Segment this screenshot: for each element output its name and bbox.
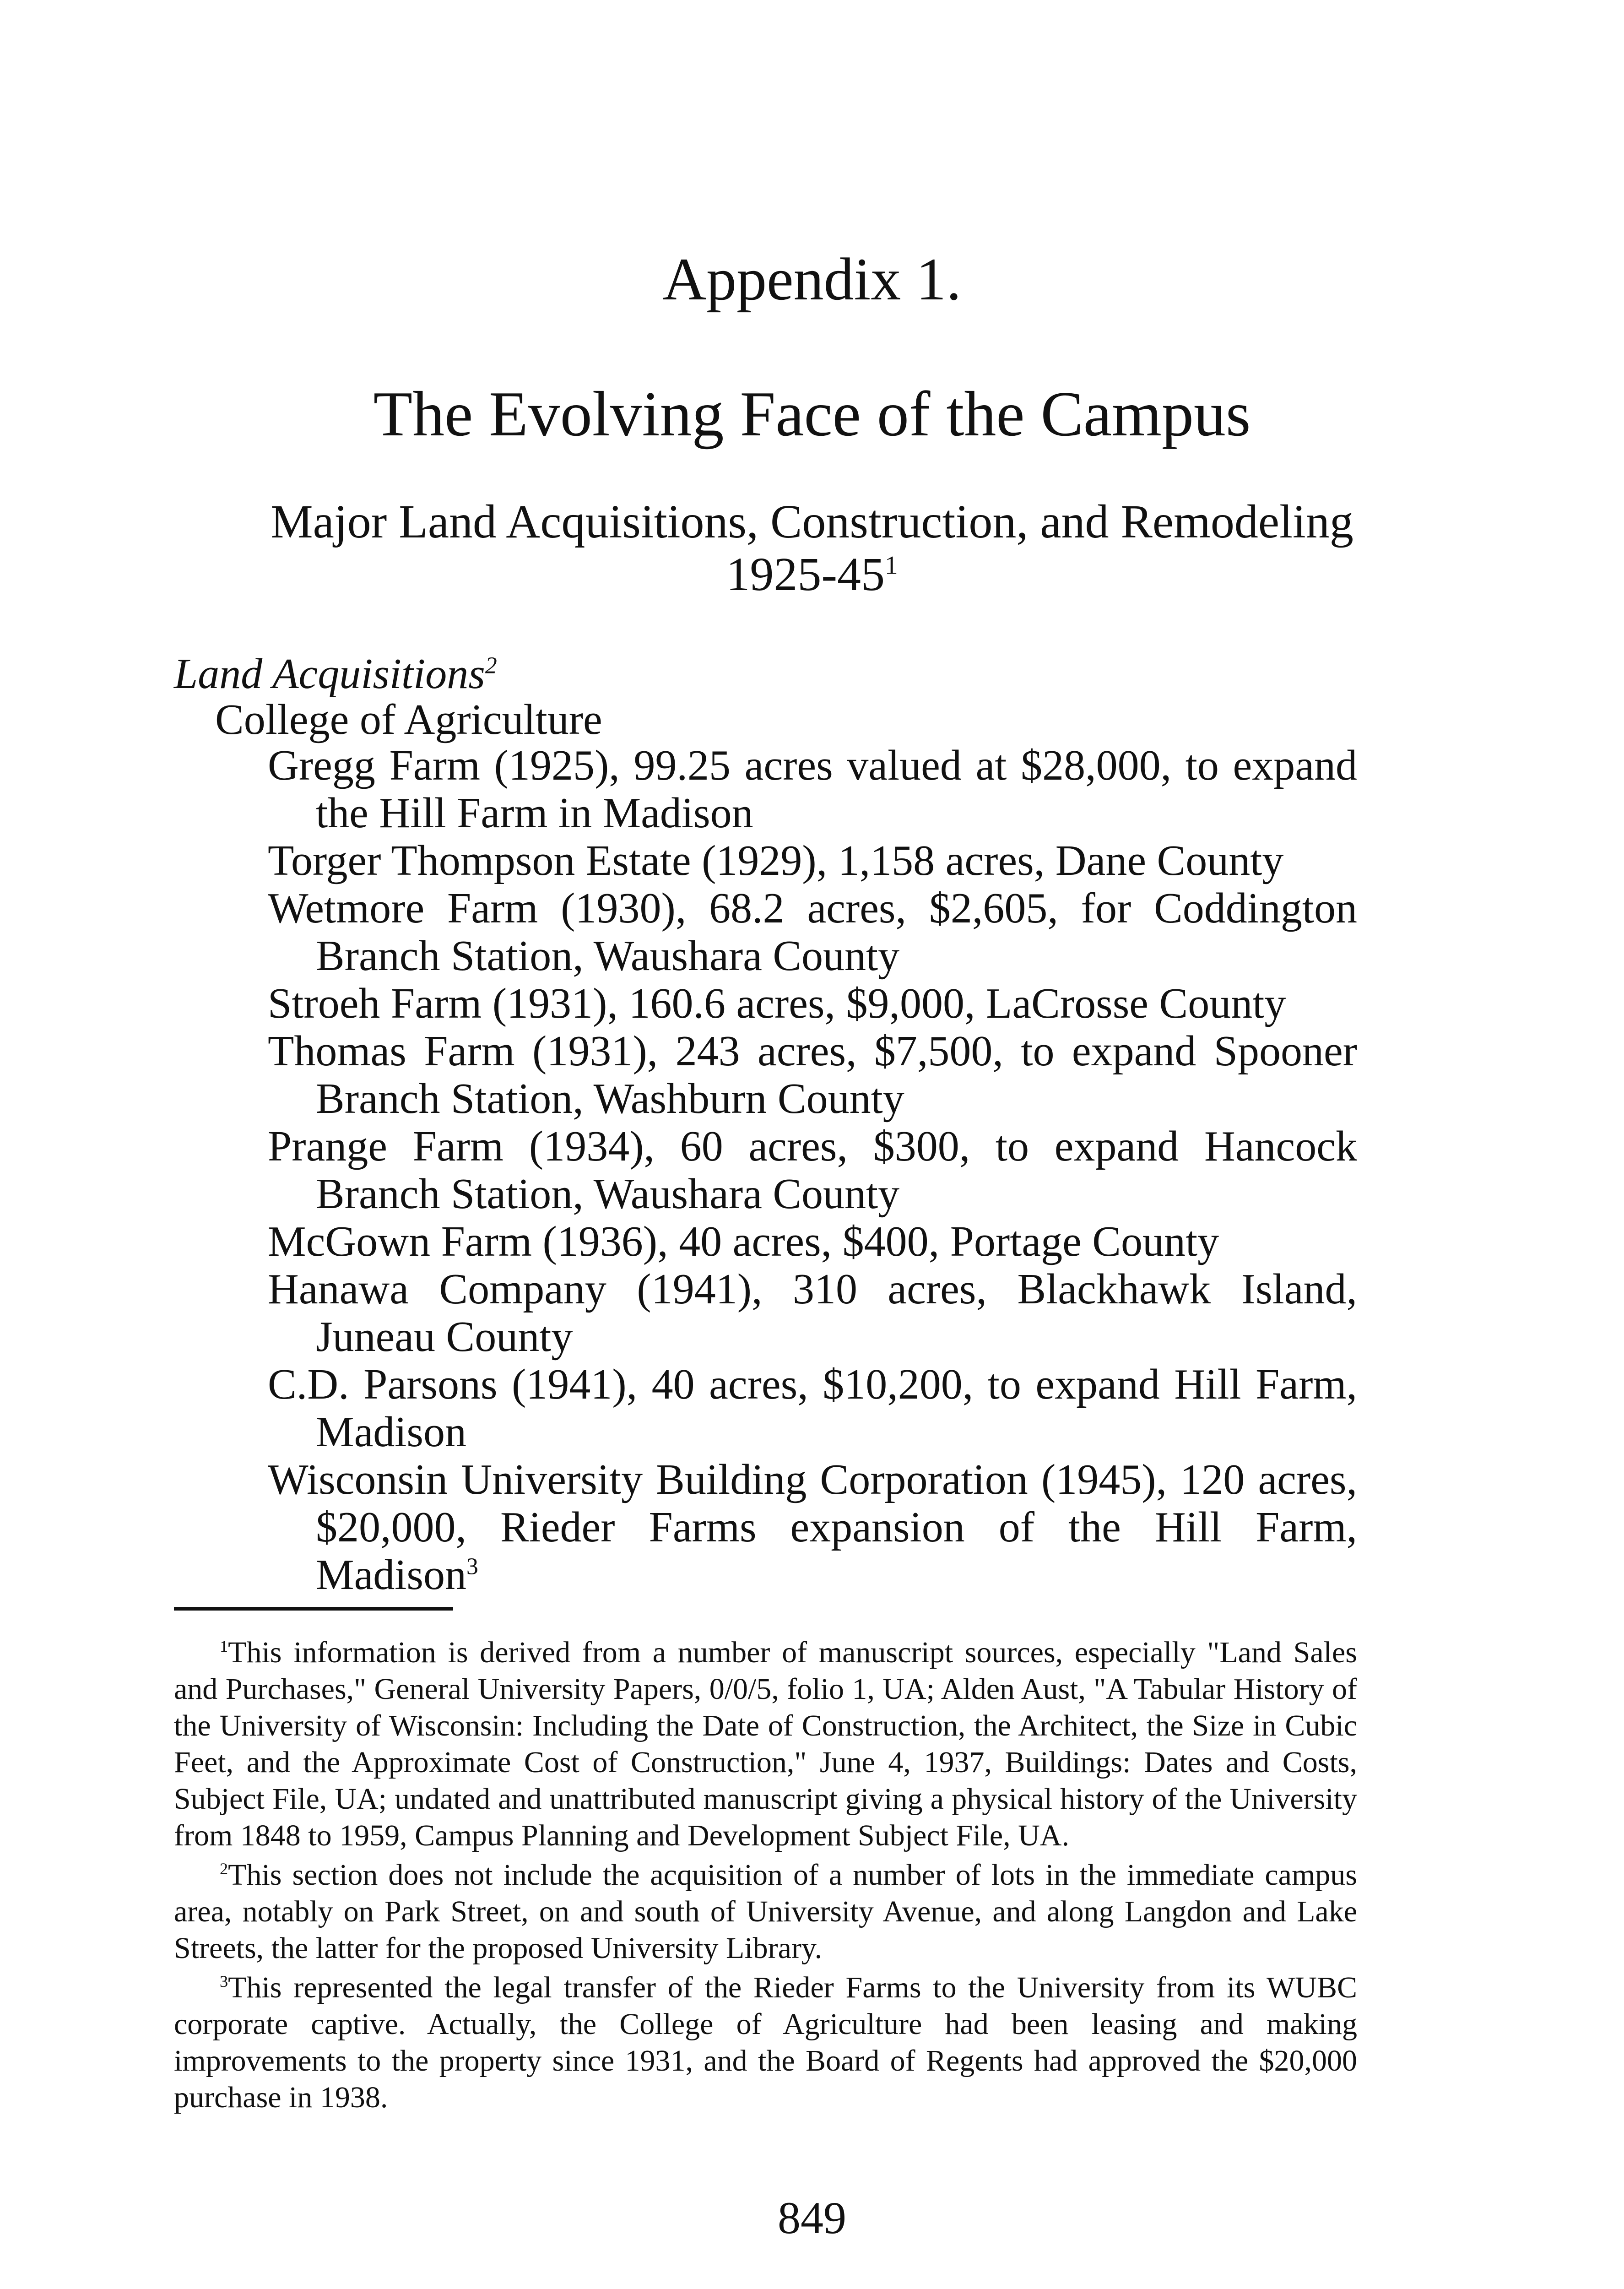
footnote-3 xyxy=(174,1969,1357,2116)
acquisition-item-last-text: Wisconsin University Building Corporation (1945), 120 acres, $20,000, Rieder Farms expansion of the Hill Farm, Madison xyxy=(268,1456,1357,1599)
footnote-text: This information is derived from a number of manuscript sources, especially "Land Sales and Purchases," General University Papers, 0/0/5, folio 1, UA; Alden Aust, "A Tabular History of the University of Wisconsin: Including the Date of Construction, the Architect, the Size in Cubic Feet, and the Approximate Cost of Construction," June 4, 1937, Buildings: Dates and Costs, Subject File, UA; undated and unattributed manuscript giving a physical history of the University from 1848 to 1959, Campus Planning and Development Subject File, UA. xyxy=(174,1636,1357,1852)
footnote-ref-1: 1 xyxy=(885,551,898,580)
footnote-1 xyxy=(174,1634,1357,1854)
acquisition-item-last xyxy=(268,1456,1357,1599)
footnote-marker: 3 xyxy=(220,1972,228,1991)
chapter-title: The Evolving Face of the Campus xyxy=(373,379,1251,450)
land-acquisitions-heading xyxy=(174,650,497,698)
acquisition-item: Prange Farm (1934), 60 acres, $300, to expand Hancock Branch Station, Waushara County xyxy=(268,1123,1357,1218)
acquisition-item: Thomas Farm (1931), 243 acres, $7,500, to expand Spooner Branch Station, Washburn County xyxy=(268,1027,1357,1123)
footnote-marker: 1 xyxy=(220,1637,228,1655)
acquisition-item: Gregg Farm (1925), 99.25 acres valued at $28,000, to expand the Hill Farm in Madison xyxy=(268,742,1357,837)
footnote-rule xyxy=(174,1607,453,1611)
acquisition-item: Torger Thompson Estate (1929), 1,158 acres, Dane County xyxy=(268,837,1284,884)
college-heading: College of Agriculture xyxy=(215,696,602,743)
subtitle-years-text: 1925-45 xyxy=(726,548,885,601)
subtitle-years xyxy=(0,547,1624,602)
appendix-label: Appendix 1. xyxy=(662,245,962,313)
acquisition-item: Stroeh Farm (1931), 160.6 acres, $9,000, LaCrosse County xyxy=(268,980,1286,1027)
footnote-ref-2: 2 xyxy=(485,652,497,679)
acquisition-item: C.D. Parsons (1941), 40 acres, $10,200, to expand Hill Farm, Madison xyxy=(268,1361,1357,1456)
acquisition-item: Hanawa Company (1941), 310 acres, Blackhawk Island, Juneau County xyxy=(268,1265,1357,1361)
footnote-marker: 2 xyxy=(220,1860,228,1878)
footnote-ref-3: 3 xyxy=(466,1553,478,1580)
acquisition-item: Wetmore Farm (1930), 68.2 acres, $2,605, for Coddington Branch Station, Waushara County xyxy=(268,884,1357,980)
acquisition-list xyxy=(268,742,1357,1599)
footnote-text: This represented the legal transfer of the Rieder Farms to the University from its WUBC corporate captive. Actually, the College of Agriculture had been leasing and making improvements to the property since 1931, and the Board of Regents had approved the $20,000 purchase in 1938. xyxy=(174,1971,1357,2114)
land-acquisitions-heading-text: Land Acquisitions xyxy=(174,650,485,698)
page-number: 849 xyxy=(778,2192,846,2243)
footnote-text: This section does not include the acquisition of a number of lots in the immediate campus area, notably on Park Street, on and south of University Avenue, and along Langdon and Lake Streets, the latter for the proposed University Library. xyxy=(174,1858,1357,1965)
acquisition-item: McGown Farm (1936), 40 acres, $400, Portage County xyxy=(268,1218,1219,1265)
footnotes xyxy=(174,1634,1357,2119)
footnote-2 xyxy=(174,1857,1357,1967)
subtitle: Major Land Acquisitions, Construction, and Remodeling xyxy=(271,495,1353,548)
